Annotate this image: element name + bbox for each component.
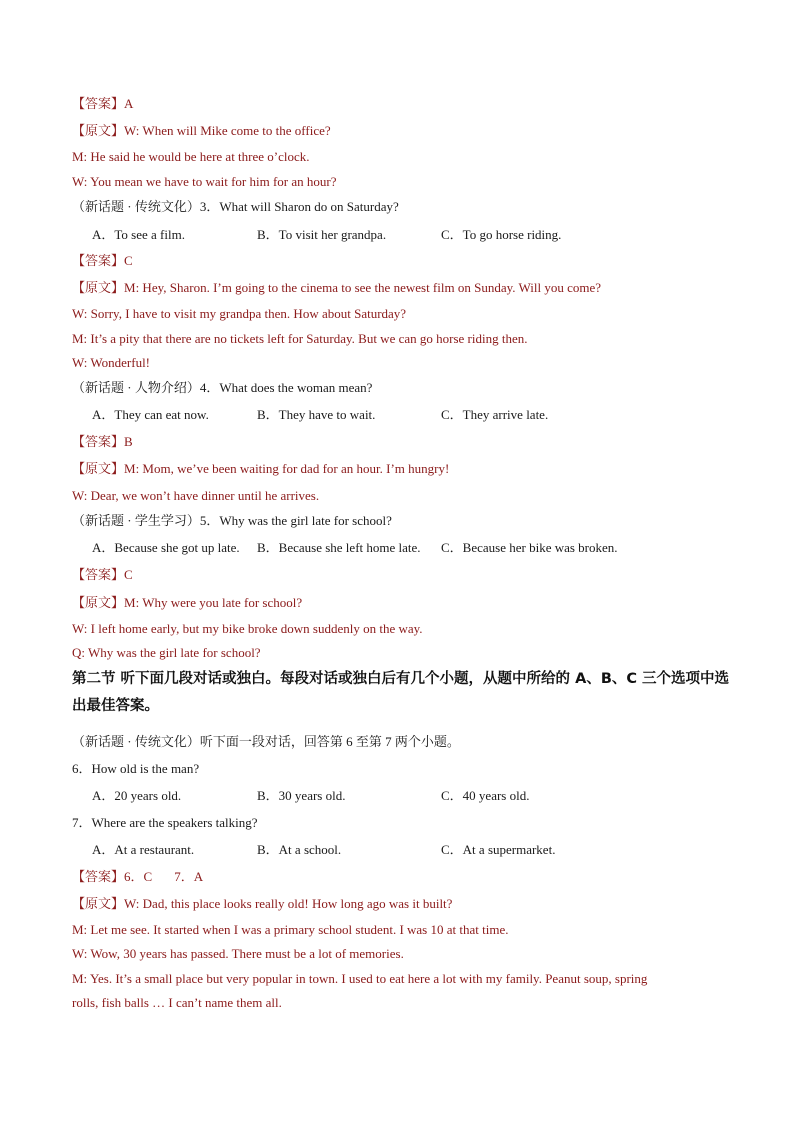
answer-line (72, 252, 133, 270)
q3-option-b: B．To visit her grandpa. (257, 227, 387, 242)
script-line: W: You mean we have to wait for him for an hour? (72, 174, 337, 189)
q6-option-b: B．30 years old. (257, 788, 346, 803)
script-line: M: He said he would be here at three o’clock. (72, 149, 310, 164)
answer-value: A (124, 96, 134, 111)
script-line (72, 122, 331, 140)
section-2-intro: （新话题 · 传统文化）听下面一段对话，回答第 6 至第 7 两个小题。 (72, 734, 460, 749)
answer-line (72, 566, 133, 584)
question-7: 7．Where are the speakers talking? (72, 815, 258, 830)
question-5: （新话题 · 学生学习）5．Why was the girl late for school? (72, 513, 392, 528)
answer-value: 7．A (174, 869, 204, 884)
script-label: 【原文】 (72, 280, 125, 295)
q3-option-c: C．To go horse riding. (441, 227, 562, 242)
q4-option-a: A．They can eat now. (92, 407, 209, 422)
answer-label: 【答案】 (72, 96, 125, 111)
answer-line (72, 433, 133, 451)
script-line: W: Wonderful! (72, 355, 151, 370)
q4-option-c: C．They arrive late. (441, 407, 549, 422)
q6-option-c: C．40 years old. (441, 788, 530, 803)
answer-label: 【答案】 (72, 253, 125, 268)
script-text: W: Dad, this place looks really old! How long ago was it built? (124, 896, 453, 911)
script-line: W: Dear, we won’t have dinner until he arrives. (72, 488, 320, 503)
script-line: W: I left home early, but my bike broke down suddenly on the way. (72, 621, 423, 636)
script-label: 【原文】 (72, 461, 125, 476)
script-line (72, 594, 302, 612)
script-line: M: Let me see. It started when I was a primary school student. I was 10 at that time. (72, 922, 509, 937)
q6-option-a: A．20 years old. (92, 788, 182, 803)
q5-option-c: C．Because her bike was broken. (441, 540, 618, 555)
answer-value: C (124, 253, 133, 268)
question-4: （新话题 · 人物介绍）4．What does the woman mean? (72, 380, 373, 395)
q7-option-b: B．At a school. (257, 842, 342, 857)
q4-option-b: B．They have to wait. (257, 407, 376, 422)
script-line (72, 279, 601, 297)
script-line (72, 895, 452, 913)
q3-option-a: A．To see a film. (92, 227, 185, 242)
q7-option-a: A．At a restaurant. (92, 842, 195, 857)
answer-line (72, 95, 133, 113)
script-line: rolls, fish balls … I can’t name them all. (72, 995, 282, 1010)
script-text: M: Why were you late for school? (124, 595, 303, 610)
question-6: 6．How old is the man? (72, 761, 200, 776)
answer-value: B (124, 434, 133, 449)
answer-value: C (124, 567, 133, 582)
script-line: W: Wow, 30 years has passed. There must be a lot of memories. (72, 946, 404, 961)
script-line: M: It’s a pity that there are no tickets left for Saturday. But we can go horse riding then. (72, 331, 528, 346)
q5-option-b: B．Because she left home late. (257, 540, 421, 555)
script-line: W: Sorry, I have to visit my grandpa then. How about Saturday? (72, 306, 407, 321)
script-text: M: Mom, we’ve been waiting for dad for an hour. I’m hungry! (124, 461, 450, 476)
script-text: W: When will Mike come to the office? (124, 123, 331, 138)
script-text: M: Hey, Sharon. I’m going to the cinema to see the newest film on Sunday. Will you come? (124, 280, 602, 295)
answer-line (72, 868, 203, 886)
answer-value: 6．C (124, 869, 153, 884)
script-label: 【原文】 (72, 595, 125, 610)
answer-label: 【答案】 (72, 567, 125, 582)
script-label: 【原文】 (72, 896, 125, 911)
answer-label: 【答案】 (72, 434, 125, 449)
script-line: M: Yes. It’s a small place but very popular in town. I used to eat here a lot with my family. Peanut soup, spring (72, 971, 648, 986)
script-label: 【原文】 (72, 123, 125, 138)
script-line (72, 460, 449, 478)
script-line: Q: Why was the girl late for school? (72, 645, 261, 660)
q7-option-c: C．At a supermarket. (441, 842, 556, 857)
section-2-heading: 第二节 听下面几段对话或独白。每段对话或独白后有几个小题，从题中所给的 A、B、C 三个选项中选出最佳答案。 (72, 671, 730, 714)
answer-label: 【答案】 (72, 869, 125, 884)
question-3: （新话题 · 传统文化）3．What will Sharon do on Saturday? (72, 199, 399, 214)
q5-option-a: A．Because she got up late. (92, 540, 240, 555)
